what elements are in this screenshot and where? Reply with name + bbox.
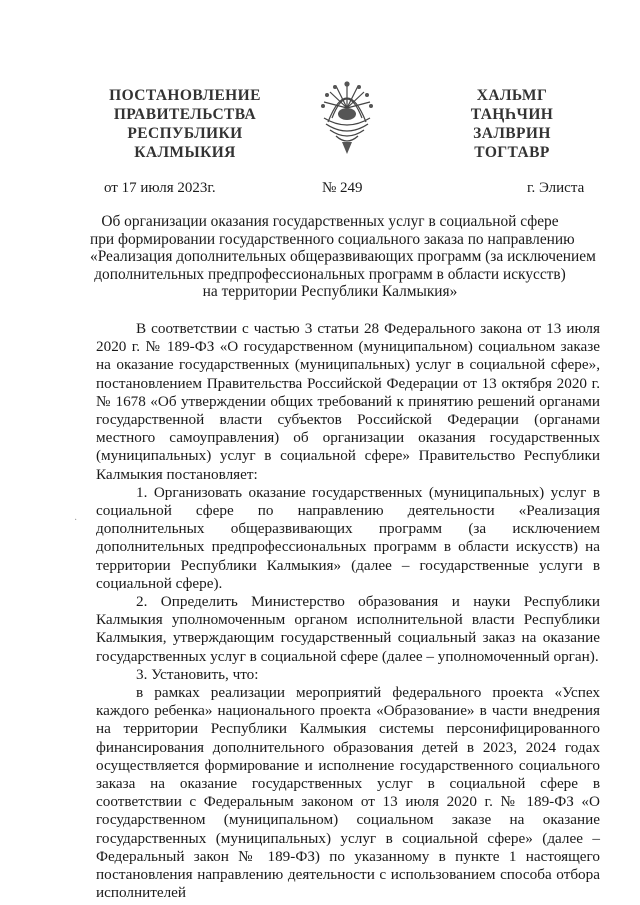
header-kal-line-2: ТАҢҺЧИН [470,106,554,123]
header-russian [92,86,278,162]
paragraph-item-3: 3. Установить, что: [136,665,259,683]
document-city: г. Элиста [527,180,585,196]
title-line-2: при формировании государственного социального заказа по направлению [90,230,575,248]
paragraph-preamble: В соответствии с частью 3 статьи 28 Федерального закона от 13 июля 2020 г. № 189-ФЗ «О государственном (муниципальном) социальном заказе на оказание государственных (муниципальных) услуг в социальной сфере», постановлением Правительства Российской Федерации от 13 октября 2020 г. № 1678 «Об утверждении общих требований к принятию решений органами государственной власти субъектов Российской Федерации (органами местного самоуправления) об организации оказания государственных (муниципальных) услуг в социальной сфере» Правительство Республики Калмыкия постановляет: [96,320,600,483]
header-kal-line-4: ТОГТАВР [474,144,550,161]
paragraph-item-2: 2. Определить Министерство образования и науки Республики Калмыкия уполномоченным органом исполнительной власти Республики Калмыкия, утверждающим государственный социальный заказ на оказание государственных услуг в социальной сфере (далее – уполномоченный орган). [96,593,600,665]
header-ru-line-1: ПОСТАНОВЛЕНИЕ [109,87,261,104]
title-line-1: Об организации оказания государственных услуг в социальной сфере [101,213,559,230]
paragraph-item-3-sub: в рамках реализации мероприятий федерального проекта «Успех каждого ребенка» национального проекта «Образование» в части внедрения на территории Республики Калмыкия системы персонифицированного финансирования дополнительного образования детей в 2023, 2024 годах осуществляется формирование и исполнение государственного социального заказа на оказание государственных услуг в социальной сфере в соответствии с Федеральным законом от 13 июля 2020 г. № 189-ФЗ «О государственном (муниципальном) социальном заказе на оказание государственных (муниципальных) услуг в социальной сфере» (далее – Федеральный закон № 189-ФЗ) по указанному в пункте 1 настоящего постановления направлению деятельности с использованием способа отбора исполнителей [96,684,600,902]
margin-mark: · [74,515,78,526]
document-date: от 17 июля 2023г. [104,180,216,196]
header-ru-line-3: РЕСПУБЛИКИ [127,125,243,142]
title-line-3: «Реализация дополнительных общеразвивающих программ (за исключением [90,248,596,265]
document-body [96,320,600,903]
coat-of-arms-icon [318,78,376,156]
header-ru-line-2: ПРАВИТЕЛЬСТВА [113,106,257,123]
document-title [90,213,596,301]
header-kalmyk [452,86,572,162]
header-ru-line-4: КАЛМЫКИЯ [134,144,236,161]
title-line-5: на территории Республики Калмыкия» [202,283,458,300]
paragraph-item-1: 1. Организовать оказание государственных (муниципальных) услуг в социальной сфере по направлению деятельности «Реализация дополнительных общеразвивающих программ (за исключением дополнительных предпрофессиональных программ в области искусств) на территории Республики Калмыкия» (далее – государственные услуги в социальной сфере). [96,483,600,592]
document-number: № 249 [322,180,363,196]
header-kal-line-3: ЗАЛВРИН [473,125,551,142]
header-kal-line-1: ХАЛЬМГ [476,87,548,104]
title-line-4: дополнительных предпрофессиональных программ в области искусств) [94,265,566,283]
